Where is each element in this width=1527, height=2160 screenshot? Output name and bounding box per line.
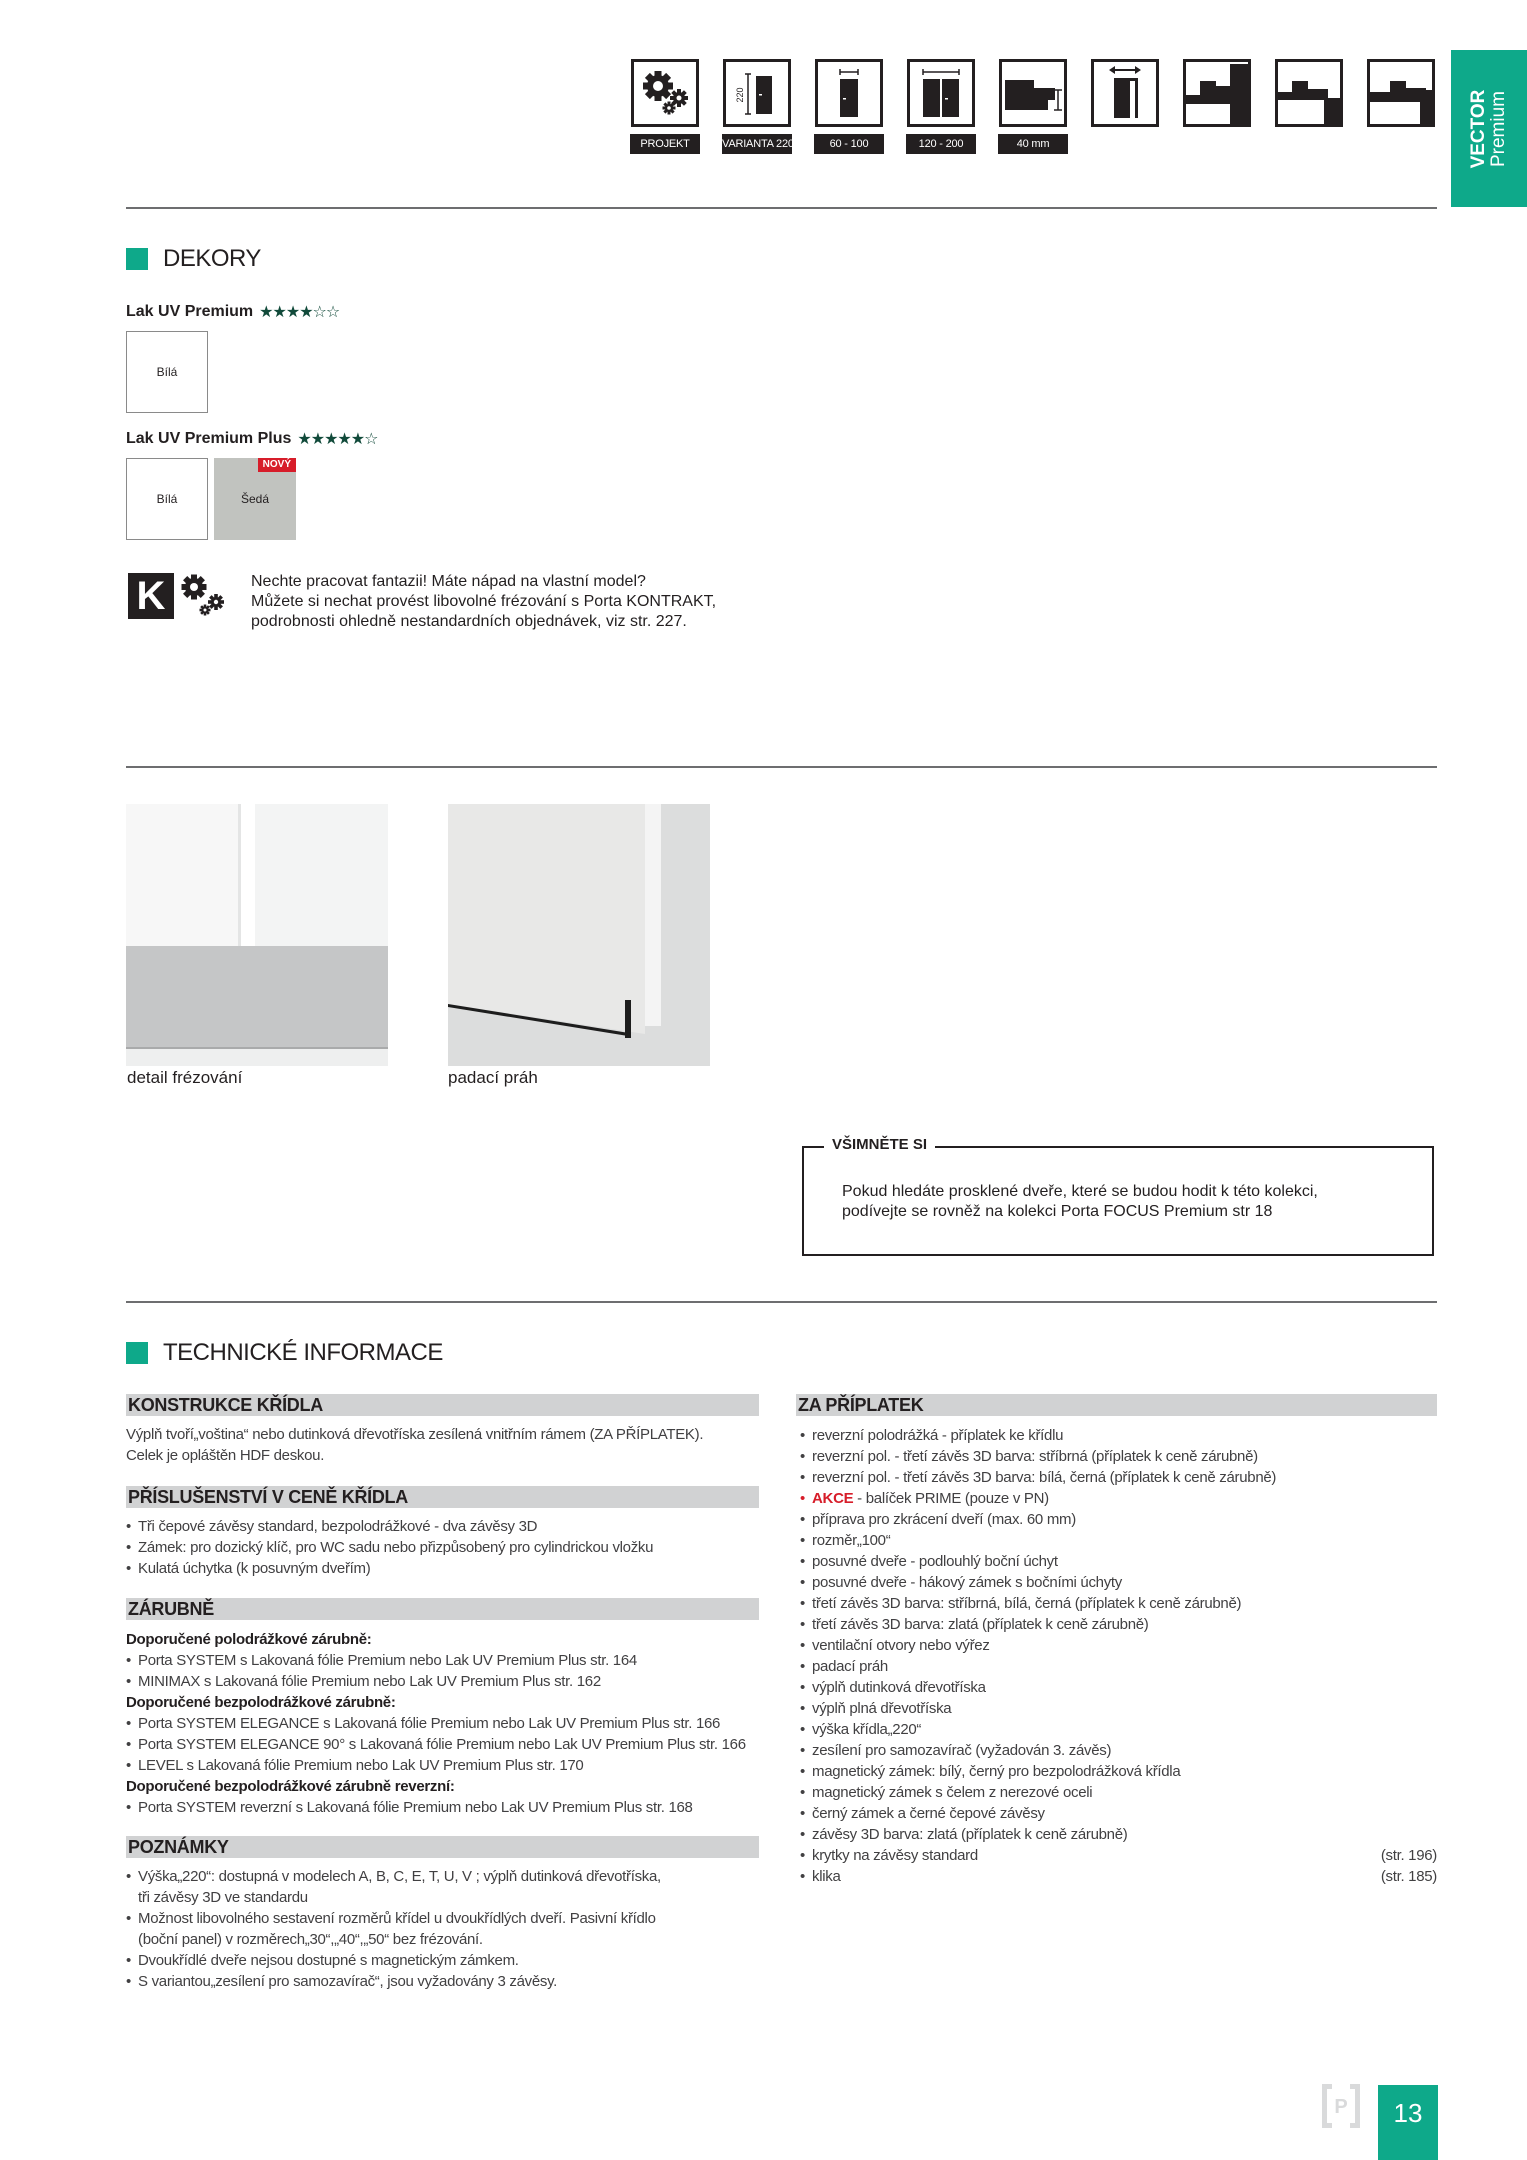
list-item: • reverzní pol. - třetí závěs 3D barva: stříbrná (příplatek k ceně zárubně) [800,1446,1437,1467]
icon-label-single-width: 60 - 100 [814,134,884,154]
heading-poznamky: POZNÁMKY [126,1836,759,1858]
list-item: • Kulatá úchytka (k posuvným dveřím) [126,1558,653,1579]
porta-logo-icon [1322,2084,1360,2128]
prislusenstvi-list [126,1516,653,1579]
list-item: • příprava pro zkrácení dveří (max. 60 mm) [800,1509,1437,1530]
door-thickness-icon [999,59,1067,127]
list-item: • Zámek: pro dozický klíč, pro WC sadu nebo přizpůsobený pro cylindrickou vložku [126,1537,653,1558]
section-dekory-title: DEKORY [126,247,261,271]
list-item: • zesílení pro samozavírač (vyžadován 3. závěs) [800,1740,1437,1761]
frame-profile-1-icon [1183,59,1251,127]
list-item-akce: • AKCE - balíček PRIME (pouze v PN) [800,1488,1437,1509]
divider [126,766,1437,768]
list-item: • Tři čepové závěsy standard, bezpolodrážkové - dva závěsy 3D [126,1516,653,1537]
list-item: • posuvné dveře - podlouhlý boční úchyt [800,1551,1437,1572]
rating-stars-icon: ★★★★☆☆ [259,304,340,321]
caption-detail-frezovani: detail frézování [127,1068,243,1087]
heading-zarubne: ZÁRUBNĚ [126,1598,759,1620]
list-item: • výška křídla„220“ [800,1719,1437,1740]
notice-text: Pokud hledáte prosklené dveře, které se budou hodit k této kolekci, podívejte se rovněž na kolekci Porta FOCUS Premium str 18 [842,1183,1318,1220]
list-item: • rozměr„100“ [800,1530,1437,1551]
section-tech-title: TECHNICKÉ INFORMACE [126,1341,443,1365]
new-badge: NOVÝ [258,458,296,472]
list-item: • magnetický zámek s čelem z nerezové oceli [800,1782,1437,1803]
akce-highlight: AKCE [812,1490,854,1507]
divider [126,207,1437,209]
rating-stars-icon: ★★★★★☆ [297,431,378,448]
subheading: Doporučené polodrážkové zárubně: [126,1631,372,1648]
frame-profile-2-icon [1275,59,1343,127]
swatch-bila[interactable]: Bílá [126,331,208,413]
kontrakt-text: Nechte pracovat fantazii! Máte nápad na vlastní model? Můžete si nechat provést libovolné frézování s Porta KONTRAKT, podrobnosti ohledně nestandardních objednávek, viz str. 227. [251,573,717,630]
notice-box [802,1136,1434,1256]
photo-detail-frezovani [126,804,388,1066]
heading-za-priplatek: ZA PŘÍPLATEK [796,1394,1437,1416]
divider [126,1301,1437,1303]
icon-label-double-width: 120 - 200 [906,134,976,154]
list-item: • MINIMAX s Lakovaná fólie Premium nebo Lak UV Premium Plus str. 162 [126,1671,746,1692]
list-item: • Porta SYSTEM ELEGANCE 90° s Lakovaná fólie Premium nebo Lak UV Premium Plus str. 166 [126,1734,746,1755]
section-marker-icon [126,1342,148,1364]
heading-konstrukce: KONSTRUKCE KŘÍDLA [126,1394,759,1416]
gears-icon [178,572,228,620]
list-item: • LEVEL s Lakovaná fólie Premium nebo Lak UV Premium Plus str. 170 [126,1755,746,1776]
poznamky-list [126,1866,661,1992]
list-item: • ventilační otvory nebo výřez [800,1635,1437,1656]
page-reference[interactable]: (str. 185) [1380,1868,1437,1885]
list-item: • reverzní polodrážká - příplatek ke křídlu [800,1425,1437,1446]
page-reference[interactable]: (str. 196) [1380,1847,1437,1864]
finish-lak-uv-premium: Lak UV Premium ★★★★☆☆ [126,303,340,321]
icon-label-projekt: PROJEKT [630,134,700,154]
heading-prislusenstvi: PŘÍSLUŠENSTVÍ V CENĚ KŘÍDLA [126,1486,759,1508]
gears-icon [631,59,699,127]
list-item: • Výška„220“: dostupná v modelech A, B, C, E, T, U, V ; výplň dutinková dřevotříska, tři závěsy 3D ve standardu [126,1866,661,1908]
kontrakt-k-icon: K [128,573,174,619]
subheading: Doporučené bezpolodrážkové zárubně: [126,1694,396,1711]
list-item: • výplň dutinková dřevotříska [800,1677,1437,1698]
section-marker-icon [126,248,148,270]
door-height-icon [723,59,791,127]
double-door-width-icon [907,59,975,127]
frame-profile-3-icon [1367,59,1435,127]
list-item: • černý zámek a černé čepové závěsy [800,1803,1437,1824]
dimension-label: 220 [735,87,745,103]
list-item: • výplň plná dřevotříska [800,1698,1437,1719]
icon-label-varianta: VARIANTA 220 [722,134,792,154]
caption-padaci-prah: padací práh [448,1068,538,1087]
priplatek-list [800,1425,1437,1887]
zarubne-list [126,1629,746,1818]
notice-title: VŠIMNĚTE SI [824,1136,935,1153]
list-item: • padací práh [800,1656,1437,1677]
list-item: • reverzní pol. - třetí závěs 3D barva: bílá, černá (příplatek k ceně zárubně) [800,1467,1437,1488]
list-item: • krytky na závěsy standard (str. 196) [800,1845,1437,1866]
list-item: • posuvné dveře - hákový zámek s bočními úchyty [800,1572,1437,1593]
list-item: • Porta SYSTEM ELEGANCE s Lakovaná fólie Premium nebo Lak UV Premium Plus str. 166 [126,1713,746,1734]
collection-side-tab [1451,50,1527,207]
subheading: Doporučené bezpolodrážkové zárubně reverzní: [126,1778,455,1795]
photo-padaci-prah [448,804,710,1066]
page-number: 13 [1378,2085,1438,2160]
list-item: • klika (str. 185) [800,1866,1437,1887]
list-item: • magnetický zámek: bílý, černý pro bezpolodrážková křídla [800,1761,1437,1782]
list-item: • závěsy 3D barva: zlatá (příplatek k ceně zárubně) [800,1824,1437,1845]
swatch-seda[interactable]: NOVÝ Šedá [214,458,296,540]
konstrukce-text: Výplň tvoří„voština“ nebo dutinková dřevotříska zesílená vnitřním rámem (ZA PŘÍPLATEK). Celek je opláštěn HDF deskou. [126,1426,704,1464]
collection-tier: Premium [1488,90,1509,167]
svg-text:P: P [1334,2096,1348,2118]
icon-label-thickness: 40 mm [998,134,1068,154]
sliding-door-icon [1091,59,1159,127]
finish-lak-uv-premium-plus: Lak UV Premium Plus ★★★★★☆ [126,430,378,448]
list-item: • Možnost libovolného sestavení rozměrů křídel u dvoukřídlých dveří. Pasivní křídlo (boční panel) v rozměrech„30“,„40“,„50“ bez frézování. [126,1908,661,1950]
swatch-bila[interactable]: Bílá [126,458,208,540]
list-item: • S variantou„zesílení pro samozavírač“, jsou vyžadovány 3 závěsy. [126,1971,661,1992]
list-item: • třetí závěs 3D barva: stříbrná, bílá, černá (příplatek k ceně zárubně) [800,1593,1437,1614]
list-item: • Porta SYSTEM reverzní s Lakovaná fólie Premium nebo Lak UV Premium Plus str. 168 [126,1797,746,1818]
list-item: • Porta SYSTEM s Lakovaná fólie Premium nebo Lak UV Premium Plus str. 164 [126,1650,746,1671]
list-item: • třetí závěs 3D barva: zlatá (příplatek k ceně zárubně) [800,1614,1437,1635]
single-door-width-icon [815,59,883,127]
collection-name: VECTOR [1468,89,1489,168]
list-item: • Dvoukřídlé dveře nejsou dostupné s magnetickým zámkem. [126,1950,661,1971]
